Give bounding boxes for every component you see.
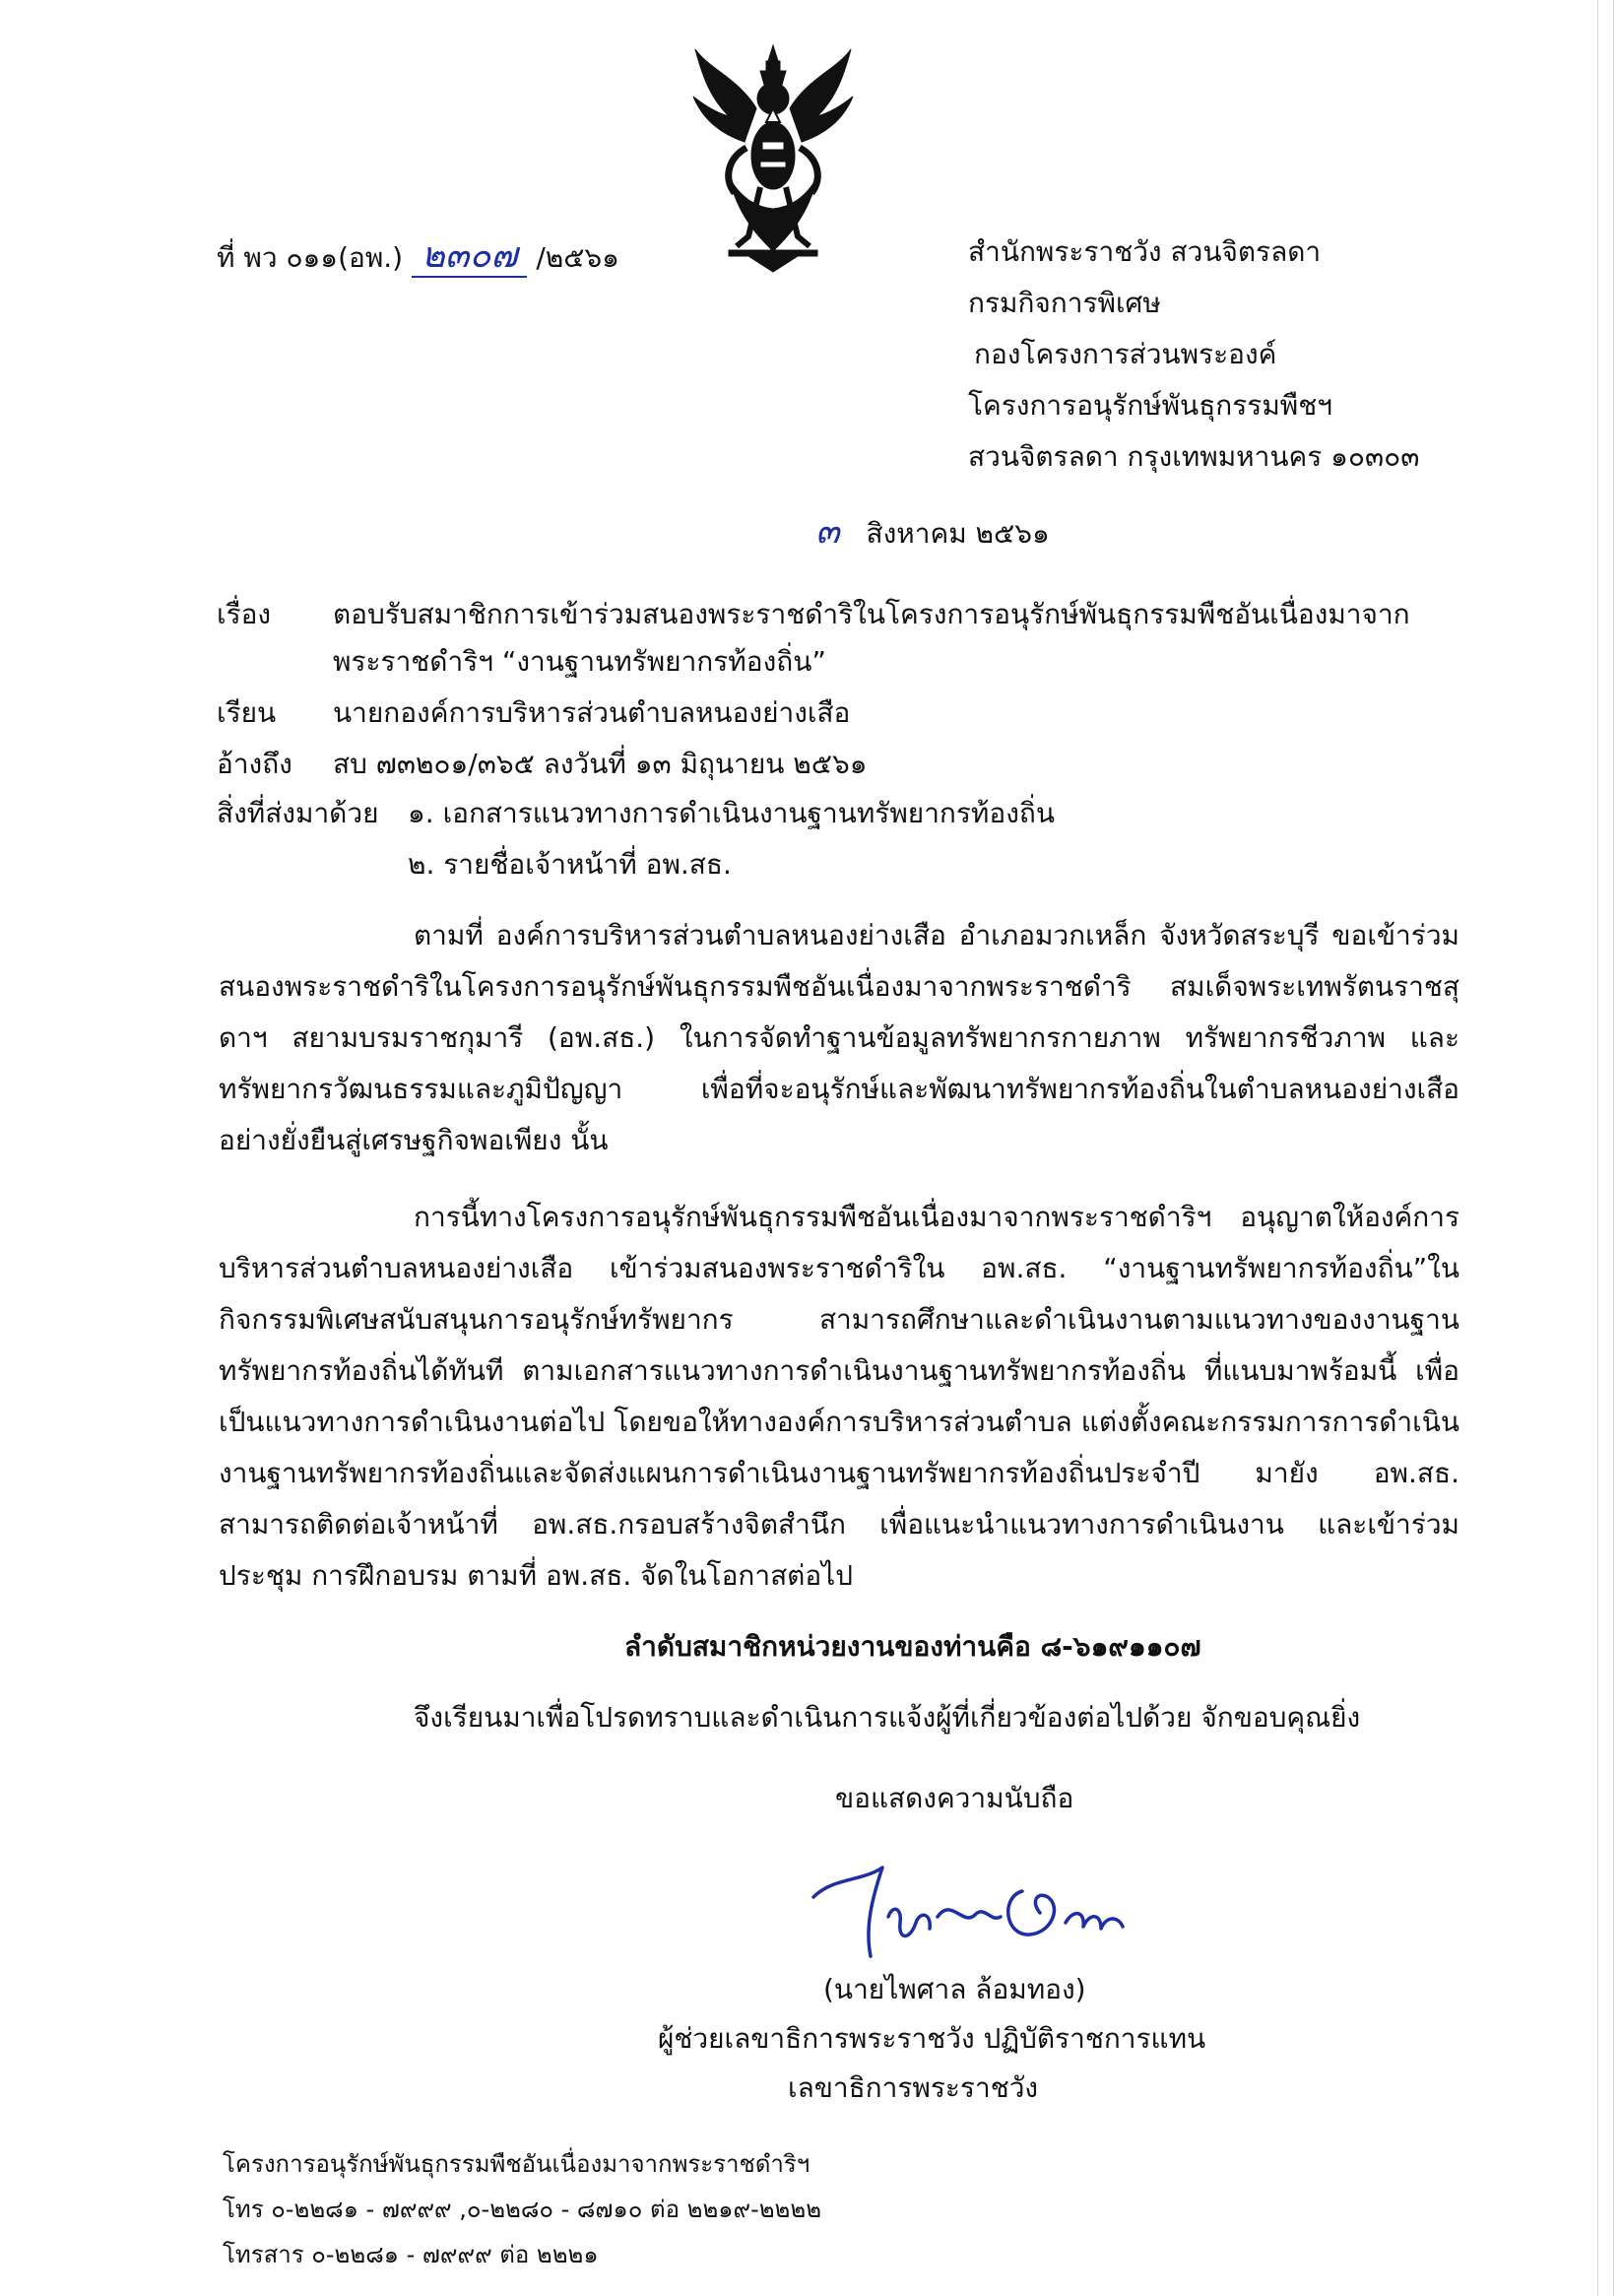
reference-value: สบ ๗๓๒๐๑/๓๖๕ ลงวันที่ ๑๓ มิถุนายน ๒๕๖๑ xyxy=(333,748,868,780)
sender-line: กองโครงการส่วนพระองค์ xyxy=(974,338,1277,370)
footer-organization: โครงการอนุรักษ์พันธุกรรมพืชอันเนื่องมาจากพระราชดำริฯ xyxy=(223,2150,810,2178)
footer-telephone: โทร ๐-๒๒๘๑ - ๗๙๙๙ ,๐-๒๒๘๐ - ๘๗๑๐ ต่อ ๒๒๑๙-๒๒๒๒ xyxy=(223,2196,822,2223)
garuda-emblem-icon xyxy=(689,39,857,276)
scan-edge-line xyxy=(1613,0,1614,2296)
enclosure-label: สิ่งที่ส่งมาด้วย xyxy=(217,797,379,829)
closing-line: จึงเรียนมาเพื่อโปรดทราบและดำเนินการแจ้งผู้ที่เกี่ยวข้องต่อไปด้วย จักขอบคุณยิ่ง xyxy=(414,1701,1361,1734)
date-day-handwritten: ๓ xyxy=(815,511,840,552)
letter-date xyxy=(815,512,1050,554)
subject-line: พระราชดำริฯ “งานฐานทรัพยากรท้องถิ่น” xyxy=(333,645,826,678)
sender-line: สำนักพระราชวัง สวนจิตรลดา xyxy=(968,235,1322,268)
subject-label: เรื่อง xyxy=(217,598,272,630)
reference-handwritten-number: ๒๓๐๗ xyxy=(412,236,527,278)
signer-title: ผู้ช่วยเลขาธิการพระราชวัง ปฏิบัติราชการแทน xyxy=(658,2022,1206,2055)
member-number-line: ลำดับสมาชิกหน่วยงานของท่านคือ ๘-๖๑๙๑๑๐๗ xyxy=(624,1630,1201,1663)
reference-number xyxy=(217,236,619,278)
enclosure-item: ๒. รายชื่อเจ้าหน้าที่ อพ.สธ. xyxy=(408,848,732,881)
sender-line: กรมกิจการพิเศษ xyxy=(968,287,1161,319)
enclosure-item: ๑. เอกสารแนวทางการดำเนินงานฐานทรัพยากรท้องถิ่น xyxy=(408,797,1055,829)
subject-line: ตอบรับสมาชิกการเข้าร่วมสนองพระราชดำริในโครงการอนุรักษ์พันธุกรรมพืชอันเนื่องมาจาก xyxy=(333,598,1410,630)
addressee-value: นายกองค์การบริหารส่วนตำบลหนองย่างเสือ xyxy=(333,696,851,729)
scan-edge-line xyxy=(1597,0,1598,2296)
regards-line: ขอแสดงความนับถือ xyxy=(835,1782,1074,1814)
handwritten-signature-icon xyxy=(794,1858,1168,1966)
footer-fax: โทรสาร ๐-๒๒๘๑ - ๗๙๙๙ ต่อ ๒๒๒๑ xyxy=(223,2241,599,2268)
sender-line: สวนจิตรลดา กรุงเทพมหานคร ๑๐๓๐๓ xyxy=(968,440,1420,473)
body-paragraph: ตามที่ องค์การบริหารส่วนตำบลหนองย่างเสือ อำเภอมวกเหล็ก จังหวัดสระบุรี ขอเข้าร่วมสนองพระราชดำริในโครงการอนุรักษ์พันธุกรรมพืชอันเนื่องมาจากพระราชดำริ สมเด็จพระเทพรัตนราชสุดาฯ สยามบรมราชกุมารี (อพ.สธ.) ในการจัดทำฐานข้อมูลทรัพยากรกายภาพ ทรัพยากรชีวภาพ และทรัพยากรวัฒนธรรมและภูมิปัญญา เพื่อที่จะอนุรักษ์และพัฒนาทรัพยากรท้องถิ่นในตำบลหนองย่างเสือ อย่างยั่งยืนสู่เศรษฐกิจพอเพียง นั้น xyxy=(219,919,1459,1156)
addressee-label: เรียน xyxy=(217,696,277,729)
signer-name: (นายไพศาล ล้อมทอง) xyxy=(823,1973,1086,2005)
reference-label: อ้างถึง xyxy=(217,748,292,780)
date-month-year: สิงหาคม ๒๕๖๑ xyxy=(866,517,1050,550)
reference-suffix: /๒๕๖๑ xyxy=(536,241,619,274)
body-paragraph: การนี้ทางโครงการอนุรักษ์พันธุกรรมพืชอันเนื่องมาจากพระราชดำริฯ อนุญาตให้องค์การบริหารส่วนตำบลหนองย่างเสือ เข้าร่วมสนองพระราชดำริใน อพ.สธ. “งานฐานทรัพยากรท้องถิ่น”ในกิจกรรมพิเศษสนับสนุนการอนุรักษ์ทรัพยากร สามารถศึกษาและดำเนินงานตามแนวทางของงานฐานทรัพยากรท้องถิ่นได้ทันที ตามเอกสารแนวทางการดำเนินงานฐานทรัพยากรท้องถิ่น ที่แนบมาพร้อมนี้ เพื่อเป็นแนวทางการดำเนินงานต่อไป โดยขอให้ทางองค์การบริหารส่วนตำบล แต่งตั้งคณะกรรมการการดำเนินงานฐานทรัพยากรท้องถิ่นและจัดส่งแผนการดำเนินงานฐานทรัพยากรท้องถิ่นประจำปี มายัง อพ.สธ. สามารถติดต่อเจ้าหน้าที่ อพ.สธ.กรอบสร้างจิตสำนึก เพื่อแนะนำแนวทางการดำเนินงาน และเข้าร่วมประชุม การฝึกอบรม ตามที่ อพ.สธ. จัดในโอกาสต่อไป xyxy=(219,1201,1459,1592)
signer-title: เลขาธิการพระราชวัง xyxy=(788,2071,1039,2104)
signature-image xyxy=(794,1858,1168,1966)
sender-line: โครงการอนุรักษ์พันธุกรรมพืชฯ xyxy=(968,389,1332,422)
reference-prefix: ที่ พว ๐๑๑(อพ.) xyxy=(217,241,404,274)
